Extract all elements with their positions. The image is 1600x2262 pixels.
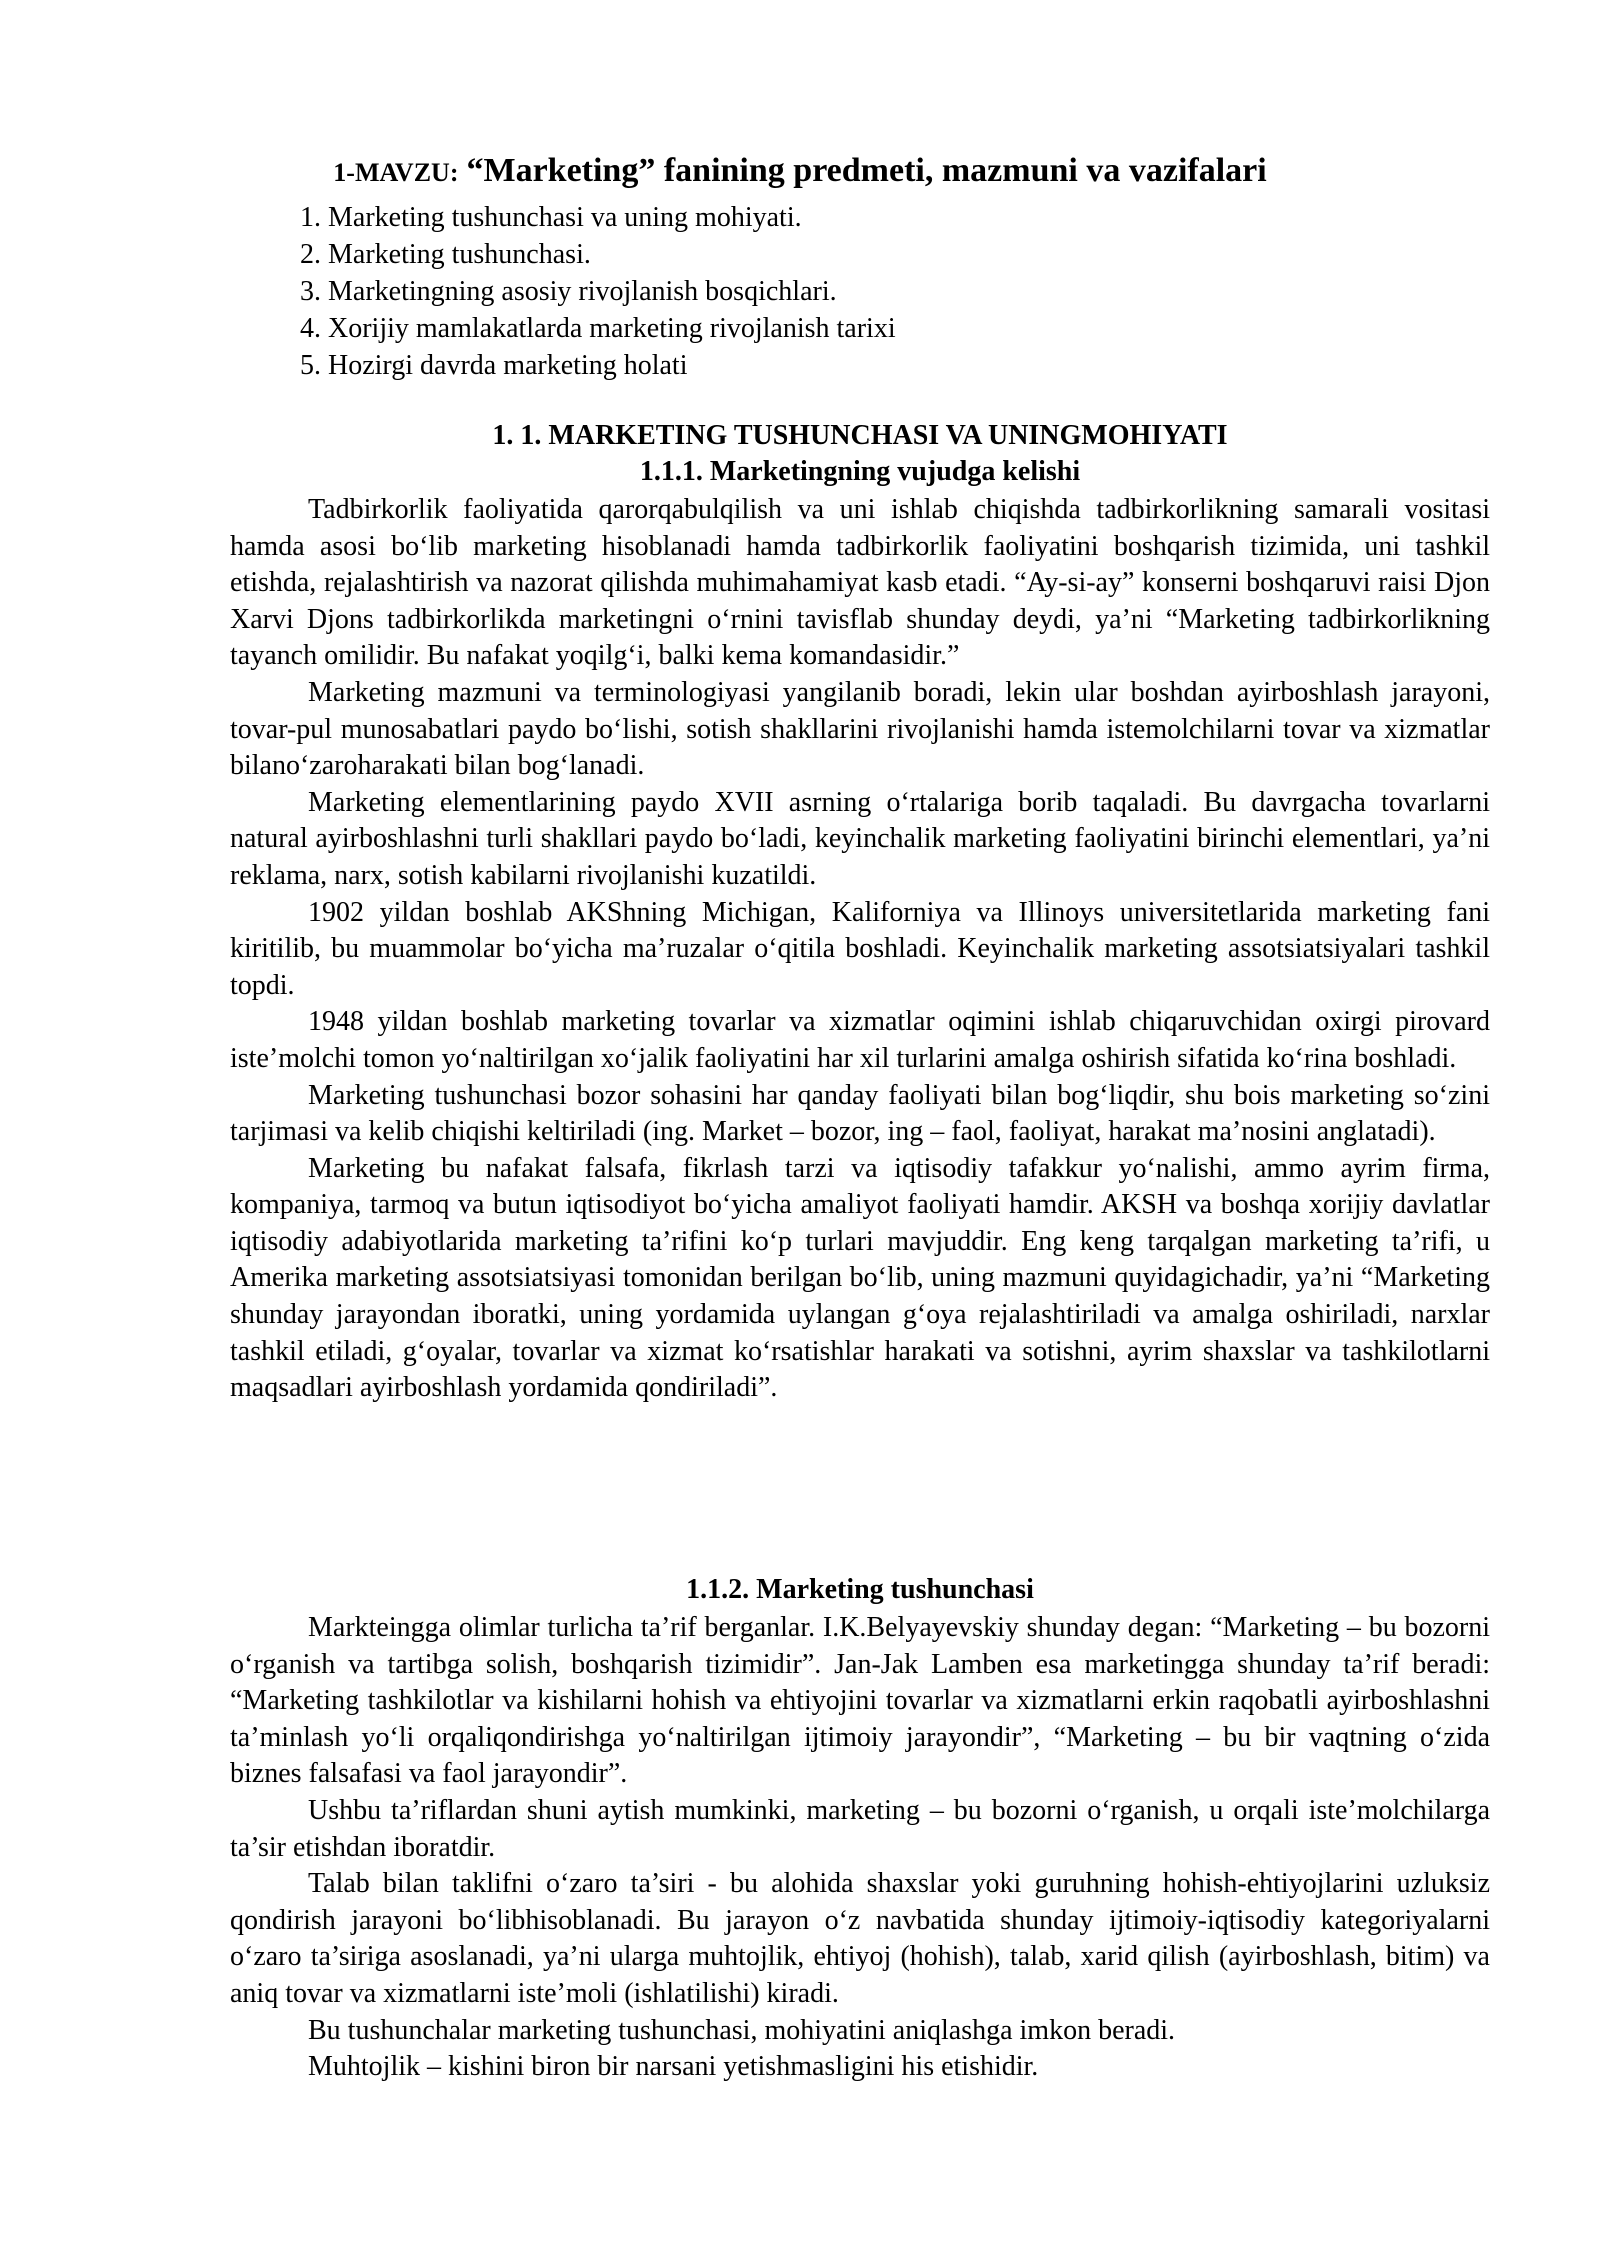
title-prefix: 1-MAVZU: xyxy=(333,158,459,187)
outline-item: 2. Marketing tushunchasi. xyxy=(300,239,591,270)
paragraph: 1902 yildan boshlab AKShning Michigan, Kaliforniya va Illinoys universitetlarida marketing fani kiritilib, bu muammolar bo‘yicha ma’ruzalar o‘qitila boshladi. Keyinchalik marketing assotsiatsiyalari tashkil topdi. xyxy=(230,896,1490,1001)
section-heading: 1. 1. MARKETING TUSHUNCHASI VA UNINGMOHIYATI xyxy=(492,420,1228,451)
subsection-2-body xyxy=(230,1610,1490,2086)
title-text: “Marketing” fanining predmeti, mazmuni va vazifalari xyxy=(466,152,1267,189)
outline-item: 5. Hozirgi davrda marketing holati xyxy=(300,350,688,381)
subsection-1-body xyxy=(230,492,1490,1407)
paragraph: 1948 yildan boshlab marketing tovarlar va xizmatlar oqimini ishlab chiqaruvchidan oxirgi pirovard iste’molchi tomon yo‘naltirilgan xo‘jalik faoliyatini har xil turlarini amalga oshirish sifatida ko‘rina boshladi. xyxy=(230,1006,1490,1074)
paragraph: Marketing tushunchasi bozor sohasini har qanday faoliyati bilan bog‘liqdir, shu bois marketing so‘zini tarjimasi va kelib chiqishi keltiriladi (ing. Market – bozor, ing – faol, faoliyat, harakat ma’nosini anglatadi). xyxy=(230,1079,1490,1148)
outline-item: 4. Xorijiy mamlakatlarda marketing rivojlanish tarixi xyxy=(300,313,896,344)
paragraph: Marketing mazmuni va terminologiyasi yangilanib boradi, lekin ular boshdan ayirboshlash jarayoni, tovar-pul munosabatlari paydo bo‘lishi, sotish shakllarini rivojlanishi hamda istemolchilarni tovar va xizmatlar bilano‘zaroharakati bilan bog‘lanadi. xyxy=(230,676,1490,782)
paragraph: Ushbu ta’riflardan shuni aytish mumkinki, marketing – bu bozorni o‘rganish, u orqali iste’molchilarga ta’sir etishdan iboratdir. xyxy=(230,1794,1490,1863)
paragraph: Marketing elementlarining paydo XVII asrning o‘rtalariga borib taqaladi. Bu davrgacha tovarlarni natural ayirboshlashni turli shakllari paydo bo‘ladi, keyinchalik marketing faoliyatini birinchi elementlari, ya’ni reklama, narx, sotish kabilarni rivojlanishi kuzatildi. xyxy=(230,786,1490,891)
subsection-heading-2: 1.1.2. Marketing tushunchasi xyxy=(686,1574,1034,1605)
outline-item: 1. Marketing tushunchasi va uning mohiyati. xyxy=(300,202,802,233)
topic-outline xyxy=(300,199,896,384)
paragraph: Tadbirkorlik faoliyatida qarorqabulqilish va uni ishlab chiqishda tadbirkorlikning samarali vositasi hamda asosi bo‘lib marketing hisoblanadi hamda tadbirkorlik faoliyatini boshqarish tizimida, uni tashkil etishda, rejalashtirish va nazorat qilishda muhimahamiyat kasb etadi. “Ay-si-ay” konserni boshqaruvi raisi Djon Xarvi Djons tadbirkorlikda marketingni o‘rnini tavisflab shunday deydi, ya’ni “Marketing tadbirkorlikning tayanch omilidir. Bu nafakat yoqilg‘i, balki kema komandasidir.” xyxy=(230,494,1490,672)
document-title xyxy=(0,152,1600,190)
paragraph: Muhtojlik – kishini biron bir narsani yetishmasligini his etishidir. xyxy=(308,2051,1039,2083)
subsection-heading-1: 1.1.1. Marketingning vujudga kelishi xyxy=(639,456,1081,487)
paragraph: Marketing bu nafakat falsafa, fikrlash tarzi va iqtisodiy tafakkur yo‘nalishi, ammo ayrim firma, kompaniya, tarmoq va butun iqtisodiyot bo‘yicha amaliyot faoliyati hamdir. AKSH va boshqa xorijiy davlatlar iqtisodiy adabiyotlarida marketing ta’rifini ko‘p turlari mavjuddir. Eng keng tarqalgan marketing ta’rifi, u Amerika marketing assotsiatsiyasi tomonidan berilgan bo‘lib, uning mazmuni quyidagichadir, ya’ni “Marketing shunday jarayondan iboratki, uning yordamida uylangan g‘oya rejalashtiriladi va amalga oshiriladi, narxlar tashkil etiladi, g‘oyalar, tovarlar va xizmat ko‘rsatishlar harakati va sotishni, ayrim shaxslar va tashkilotlarni maqsadlari ayirboshlash yordamida qondiriladi”. xyxy=(230,1152,1490,1404)
outline-item: 3. Marketingning asosiy rivojlanish bosqichlari. xyxy=(300,276,837,307)
paragraph: Talab bilan taklifni o‘zaro ta’siri - bu alohida shaxslar yoki guruhning hohish-ehtiyojlarini uzluksiz qondirish jarayoni bo‘libhisoblanadi. Bu jarayon o‘z navbatida shunday ijtimoiy-iqtisodiy kategoriyalarni o‘zaro ta’siriga asoslanadi, ya’ni ularga muhtojlik, ehtiyoj (hohish), talab, xarid qilish (ayirboshlash, bitim) va aniq tovar va xizmatlarni iste’moli (ishlatilishi) kiradi. xyxy=(230,1868,1490,2009)
paragraph: Markteingga olimlar turlicha ta’rif berganlar. I.K.Belyayevskiy shunday degan: “Marketing – bu bozorni o‘rganish va tartibga solish, boshqarish tizimidir”. Jan-Jak Lamben esa marketingga shunday ta’rif beradi: “Marketing tashkilotlar va kishilarni hohish va ehtiyojini tovarlar va xizmatlarni erkin raqobatli ayirboshlashni ta’minlash yo‘li orqaliqondirishga yo‘naltirilgan ijtimoiy jarayondir”, “Marketing – bu bir vaqtning o‘zida biznes falsafasi va faol jarayondir”. xyxy=(230,1612,1490,1790)
paragraph: Bu tushunchalar marketing tushunchasi, mohiyatini aniqlashga imkon beradi. xyxy=(308,2014,1176,2046)
